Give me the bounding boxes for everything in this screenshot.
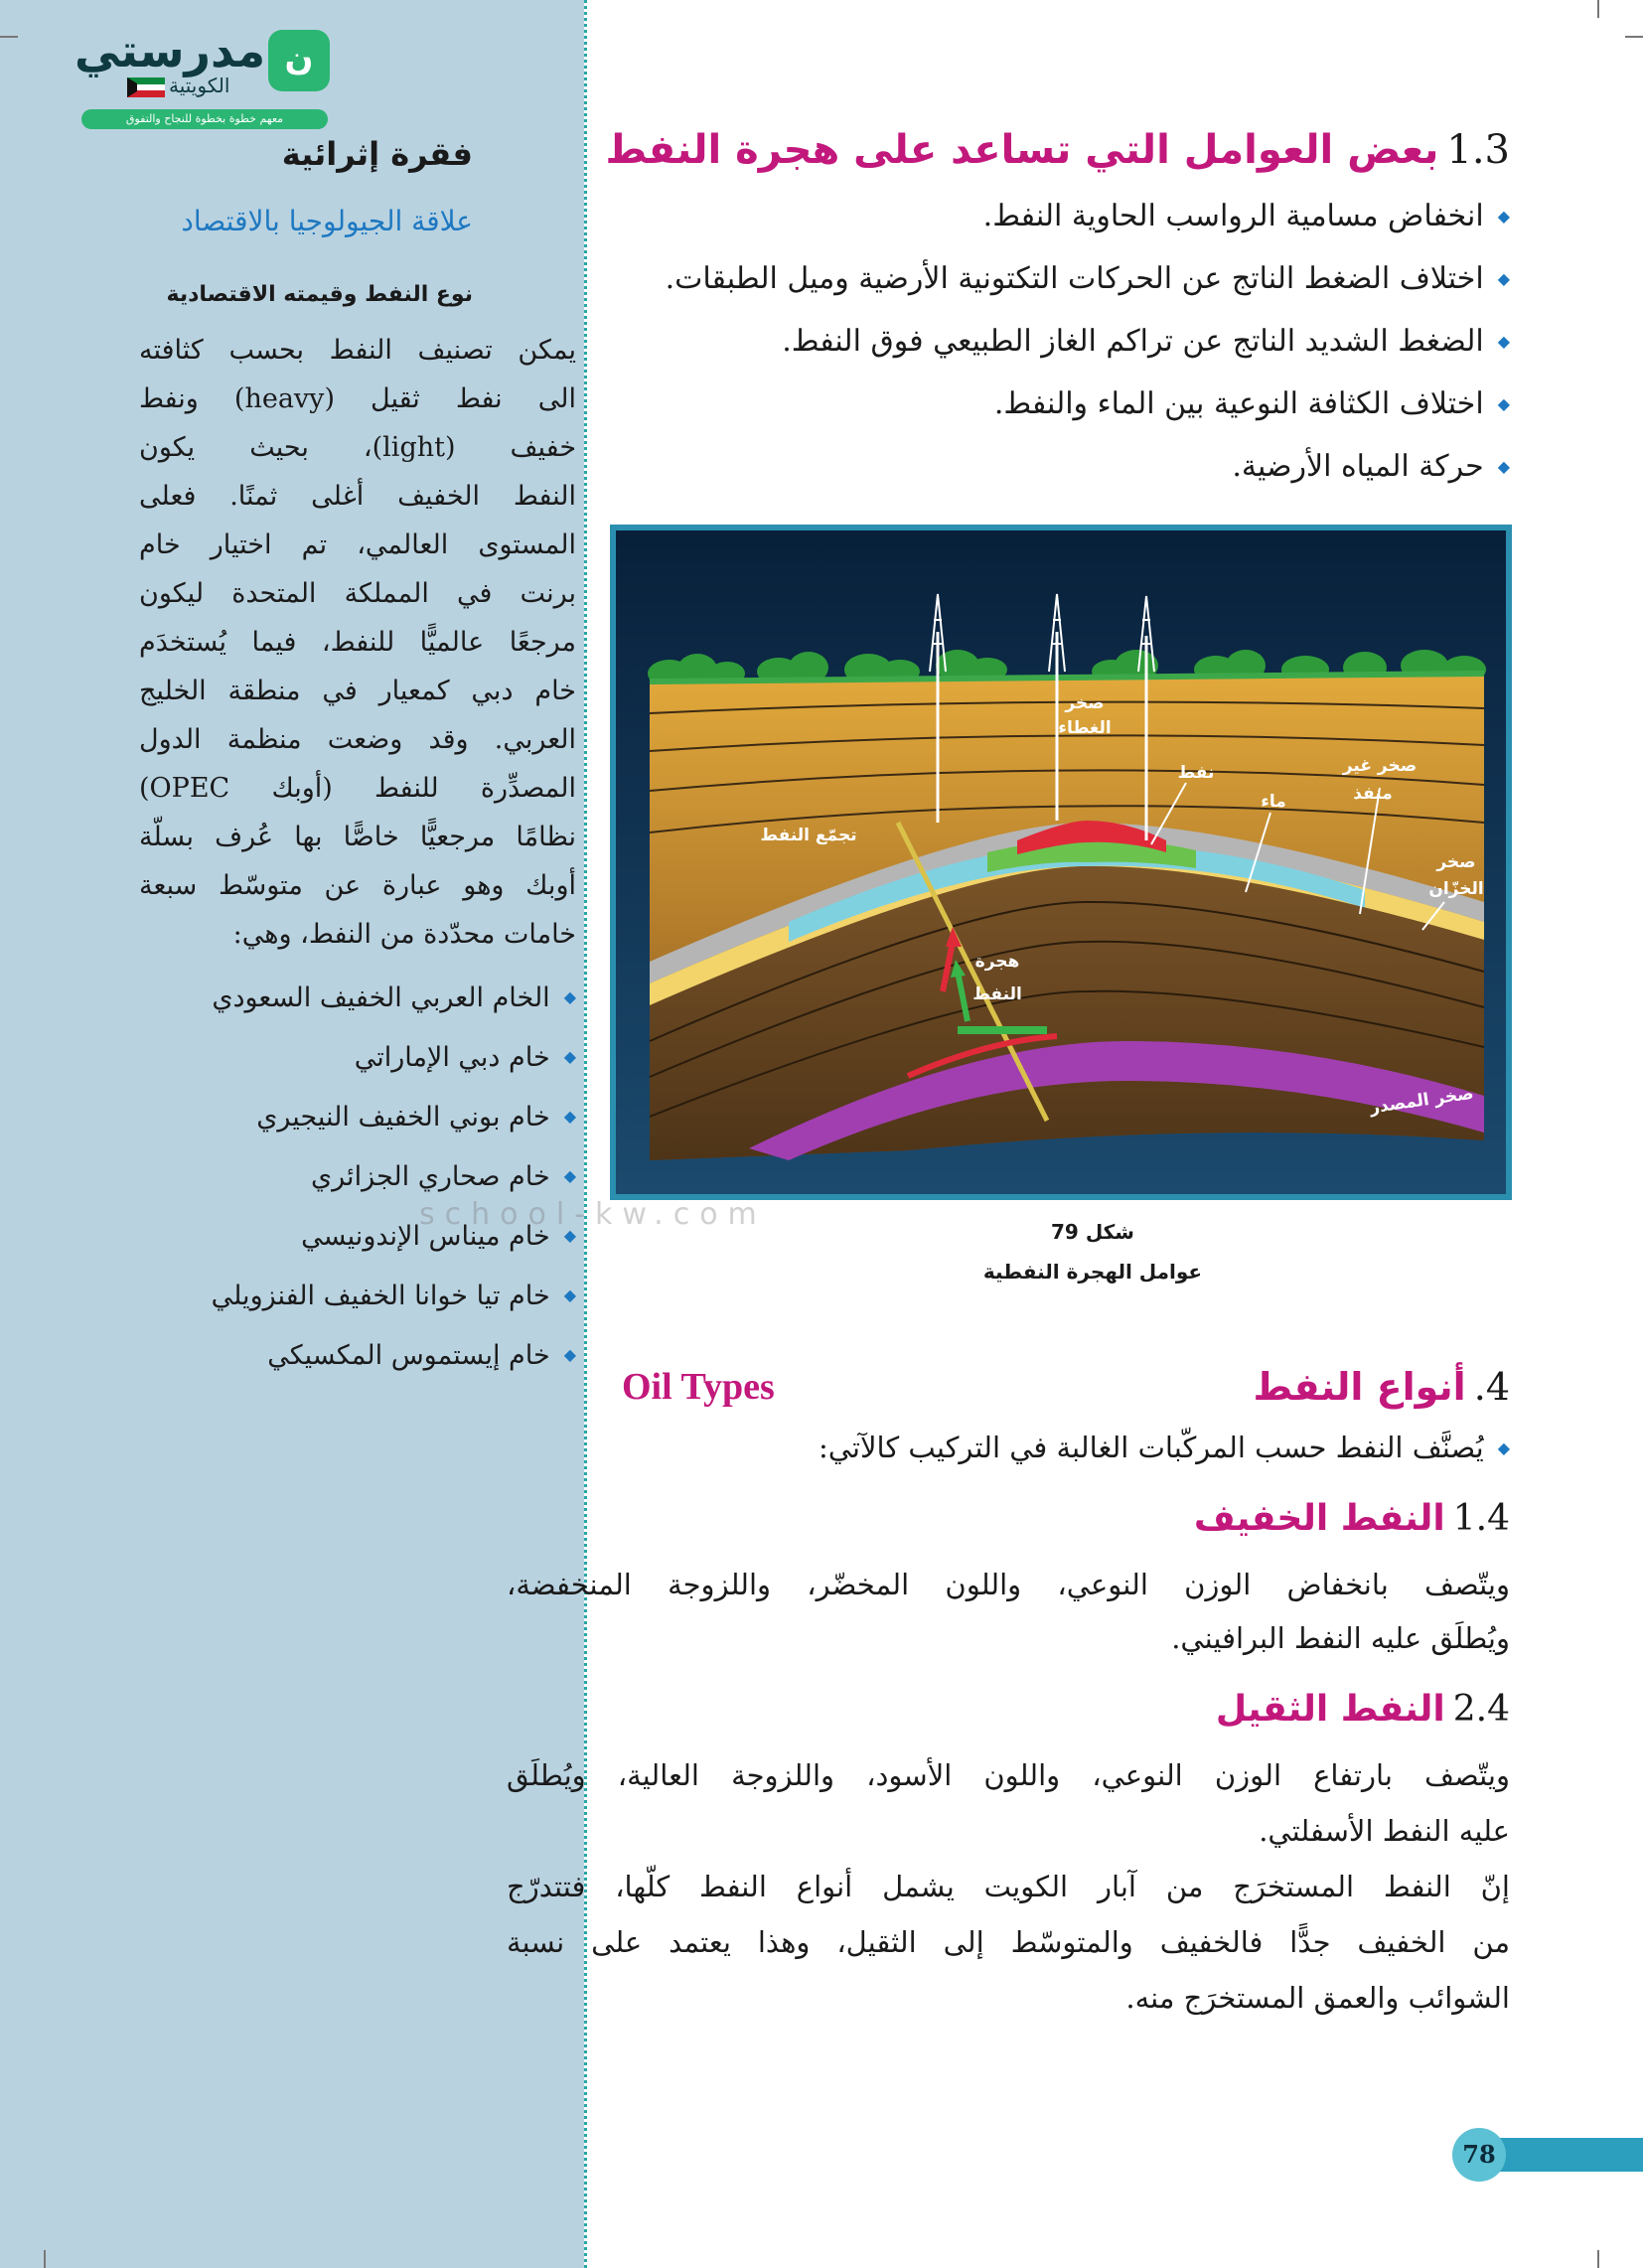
label-source-rock: صخر المصدر (1368, 1083, 1475, 1119)
crop-mark (1597, 0, 1599, 18)
brand-tagline: معهم خطوة بخطوة للنجاح والتفوق (81, 109, 328, 129)
factor-bullet: ◆ حركة المياه الأرضية. (1232, 449, 1510, 484)
oil-migration-diagram (610, 525, 1512, 1200)
crude-list-item: ◆ خام بوني الخفيف النيجيري (256, 1095, 576, 1140)
crude-list-item: ◆ خام ميناس الإندونيسي (301, 1214, 576, 1260)
label-reservoir: الخزّان (1428, 879, 1484, 899)
section-title: أنواع النفط (1253, 1365, 1466, 1409)
sidebar-text-line: الى نفط ثقيل (heavy) ونفط (139, 383, 576, 414)
sidebar-text-line: مرجعًا عالميًّا للنفط، فيما يُستخدَم (139, 627, 576, 658)
sidebar-topic: نوع النفط وقيمته الاقتصادية (166, 282, 473, 307)
watermark: school-kw.com (419, 1197, 767, 1232)
crude-list-item: ◆ خام صحاري الجزائري (311, 1154, 576, 1200)
crop-mark (0, 36, 18, 38)
label-impermeable: صخر غير (1342, 756, 1418, 776)
section-number: 4. (1473, 1365, 1510, 1409)
crude-list-item: ◆ الخام العربي الخفيف السعودي (212, 976, 576, 1021)
kuwait-flag-icon (127, 77, 165, 97)
section-title: النفط الثقيل (1215, 1689, 1445, 1730)
section-heading-4 (1254, 1365, 1510, 1409)
section-heading-1-3 (606, 127, 1510, 173)
sidebar-text-line: برنت في المملكة المتحدة ليكون (139, 578, 576, 609)
crop-mark (1625, 36, 1643, 38)
label-oil: نفط (1177, 763, 1215, 783)
page-number: 78 (1452, 2128, 1506, 2182)
section-title: بعض العوامل التي تساعد على هجرة النفط (605, 127, 1439, 173)
crude-list-item: ◆ خام إيستموس المكسيكي (267, 1333, 576, 1379)
section-intro: ◆ يُصنَّف النفط حسب المركّبات الغالبة في التركيب كالآتي: (819, 1431, 1510, 1464)
sidebar-text-line: العربي. وقد وضعت منظمة الدول (139, 724, 576, 755)
water-arrow (958, 1026, 1047, 1034)
paragraph-line: الشوائب والعمق المستخرَج منه. (1125, 1981, 1510, 2015)
factor-bullet: ◆ انخفاض مسامية الرواسب الحاوية النفط. (983, 199, 1510, 233)
crop-mark (1597, 2250, 1599, 2268)
crude-list-item: ◆ خام تيا خوانا الخفيف الفنزويلي (212, 1274, 576, 1319)
paragraph-line: إنّ النفط المستخرَج من آبار الكويت يشمل أنواع النفط كلّها، فتتدرّج (507, 1870, 1510, 1903)
sidebar-text-line: خفيف (light)، بحيث يكون (139, 432, 577, 463)
label-reservoir: صخر (1436, 852, 1476, 872)
figure-title: عوامل الهجرة النفطية (982, 1260, 1203, 1284)
paragraph-line: عليه النفط الأسفلتي. (1259, 1814, 1510, 1848)
section-number: 1.3 (1446, 127, 1510, 173)
label-water: ماء (1261, 792, 1286, 812)
sidebar-text-line: يمكن تصنيف النفط بحسب كثافته (139, 335, 576, 366)
sidebar-text-line: المصدِّرة للنفط (أوبك OPEC) (139, 773, 576, 804)
section-heading-2-4 (1216, 1689, 1510, 1730)
crop-mark (44, 2250, 46, 2268)
sidebar-text-line: نظامًا مرجعيًّا خاصًّا بها عُرف بسلّة (139, 822, 576, 852)
sidebar-subheading: علاقة الجيولوجيا بالاقتصاد (181, 205, 473, 237)
label-migration: هجرة (974, 952, 1020, 972)
brand-name: مدرستي (75, 24, 266, 77)
section-number: 2.4 (1452, 1689, 1510, 1730)
paragraph-line: ويُطلَق عليه النفط البرافيني. (1171, 1621, 1510, 1655)
section-title: النفط الخفيف (1193, 1498, 1445, 1539)
paragraph-line: ويتّصف بانخفاض الوزن النوعي، واللون المخضّر، واللزوجة المنخفضة، (507, 1568, 1510, 1601)
figure-caption-word: شكل (1085, 1220, 1134, 1244)
label-cap-rock: صخر (1065, 693, 1105, 713)
sidebar-text-line: خامات محدّدة من النفط، وهي: (232, 919, 576, 950)
factor-bullet: ◆ اختلاف الضغط الناتج عن الحركات التكتونية الأرضية وميل الطبقات. (666, 261, 1510, 296)
sidebar-text-line: خام دبي كمعيار في منطقة الخليج (139, 676, 576, 706)
section-title-english: Oil Types (622, 1366, 775, 1408)
sidebar-text-line: النفط الخفيف أغلى ثمنًا. فعلى (139, 481, 576, 512)
sidebar-text-line: المستوى العالمي، تم اختيار خام (139, 529, 576, 560)
label-accumulation: تجمّع النفط (760, 826, 857, 845)
paragraph-line: من الخفيف جدًّا فالخفيف والمتوسّط إلى الثقيل، وهذا يعتمد على نسبة (507, 1925, 1510, 1959)
brand-logo-icon: ن (268, 30, 330, 91)
sidebar-heading: فقرة إثرائية (281, 135, 473, 173)
factor-bullet: ◆ الضغط الشديد الناتج عن تراكم الغاز الطبيعي فوق النفط. (782, 324, 1510, 359)
figure-number: 79 (1051, 1220, 1079, 1244)
sidebar-text-line: أوبك وهو عبارة عن متوسّط سبعة (139, 870, 576, 901)
brand-sub: الكويتية (169, 74, 230, 97)
paragraph-line: ويتّصف بارتفاع الوزن النوعي، واللون الأسود، واللزوجة العالية، ويُطلَق (507, 1758, 1510, 1792)
label-impermeable: منفذ (1353, 784, 1393, 804)
label-migration: النفط (972, 984, 1022, 1004)
label-cap-rock: الغطاء (1058, 718, 1112, 738)
figure-caption (993, 1220, 1192, 1244)
factor-bullet: ◆ اختلاف الكثافة النوعية بين الماء والنفط. (994, 386, 1510, 421)
crude-list-item: ◆ خام دبي الإماراتي (355, 1035, 576, 1081)
section-heading-1-4 (1194, 1498, 1510, 1539)
section-number: 1.4 (1452, 1498, 1510, 1539)
